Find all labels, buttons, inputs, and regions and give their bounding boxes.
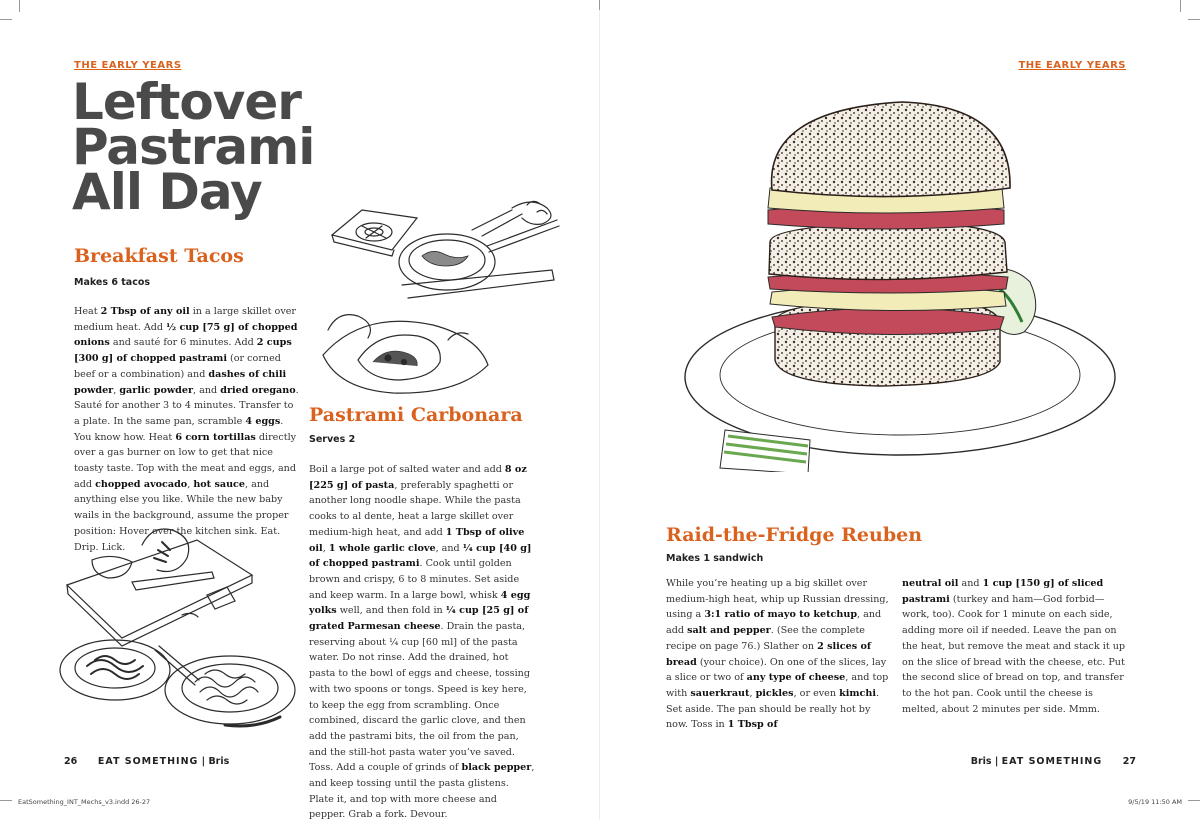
crop-mark xyxy=(1188,800,1200,801)
crop-mark xyxy=(1180,0,1181,12)
ingredient-highlight: 2 Tbsp of any oil xyxy=(100,306,190,317)
breakfast-tacos-yield: Makes 6 tacos xyxy=(74,277,151,288)
ingredient-highlight: sauerkraut xyxy=(690,687,750,699)
ingredient-highlight: ¼ cup [40 g] of chopped pastrami xyxy=(309,542,532,570)
ingredient-highlight: pickles xyxy=(755,687,794,699)
reuben-body-col1: While you’re heating up a big skillet over medium-high heat, whip up Russian dressing, using a 3:1 ratio of mayo to ketchup, and add salt and pepper. (See the complete recipe on page 76.) Slather on 2 slices of bread (your choice). On one of the slices, lay a slice or two of any type of cheese, and top with sauerkraut, pickles, or even kimchi. Set aside. The pan should be really hot by now. Toss in 1 Tbsp of xyxy=(666,578,889,731)
ingredient-highlight: dashes of chili powder xyxy=(74,368,287,396)
page-folio-right xyxy=(971,756,1136,767)
ingredient-highlight: hot sauce xyxy=(193,478,245,490)
ingredient-highlight: 2 cups [300 g] of chopped pastrami xyxy=(74,337,292,365)
ingredient-highlight: garlic powder xyxy=(119,384,194,396)
ingredient-highlight: 8 oz [225 g] of pasta xyxy=(309,464,527,491)
chapter-name: Bris xyxy=(970,756,992,767)
crop-mark xyxy=(599,0,600,10)
ingredient-highlight: dried oregano xyxy=(220,384,296,396)
right-page xyxy=(600,0,1200,820)
reuben-yield: Makes 1 sandwich xyxy=(666,553,764,564)
pasta-bowls-illustration xyxy=(55,630,305,730)
title-line: Pastrami xyxy=(72,118,315,176)
ingredient-highlight: any type of cheese xyxy=(746,672,846,684)
ingredient-highlight: kimchi xyxy=(839,687,876,699)
reuben-title: Raid-the-Fridge Reuben xyxy=(666,524,923,546)
book-title: EAT SOMETHING xyxy=(97,756,199,767)
pastrami-carbonara-title: Pastrami Carbonara xyxy=(309,404,523,426)
ingredient-highlight: 1 cup [150 g] of sliced pastrami xyxy=(902,578,1104,605)
print-slug: EatSomething_INT_Mechs_v3.indd 26-27 xyxy=(18,798,151,806)
folio-separator: | xyxy=(994,756,999,767)
tortilla-taco-illustration xyxy=(318,300,498,400)
pastrami-carbonara-yield: Serves 2 xyxy=(309,434,356,445)
folio-separator: | xyxy=(201,756,206,767)
print-timestamp: 9/5/19 11:50 AM xyxy=(1128,798,1182,806)
ingredient-highlight: 3:1 ratio of mayo to ketchup xyxy=(704,609,858,621)
ingredient-highlight: black pepper xyxy=(461,762,532,774)
crop-mark xyxy=(0,800,12,801)
ingredient-highlight: salt and pepper xyxy=(687,625,771,637)
ingredient-highlight: ¼ cup [25 g] of grated Parmesan cheese xyxy=(309,605,529,633)
page-number: 26 xyxy=(64,756,78,767)
left-page xyxy=(0,0,600,820)
chapter-name: Bris xyxy=(208,756,230,767)
ingredient-highlight: 4 eggs xyxy=(245,415,281,427)
page-number: 27 xyxy=(1122,756,1136,767)
pastrami-carbonara-body: Boil a large pot of salted water and add 8 oz [225 g] of pasta, preferably spaghetti or another long noodle shape. While the pasta cooks to al dente, heat a large skillet over medium-high heat, and add 1 Tbsp of olive oil, 1 whole garlic clove, and ¼ cup [40 g] of chopped pastrami. Cook until golden brown and crispy, 6 to 8 minutes. Set aside and keep warm. In a large bowl, whisk 4 egg yolks well, and then fold in ¼ cup [25 g] of grated Parmesan cheese. Drain the pasta, reserving about ¼ cup [60 ml] of the pasta water. Do not rinse. Add the drained, hot pasta to the bowl of eggs and cheese, tossing with two spoons or tongs. Speed is key here, to keep the egg from scrambling. Once combined, discard the garlic clove, and then add the pastrami bits, the oil from the pan, and the still-hot pasta water you’ve saved. Toss. Add a couple of grinds of black pepper, and keep tossing until the pasta glistens. Plate it, and top with more cheese and pepper. Grab a fork. Devour. xyxy=(309,464,535,821)
running-head: THE EARLY YEARS xyxy=(74,60,182,71)
ingredient-highlight: 4 egg yolks xyxy=(309,589,531,617)
page-folio-left xyxy=(64,756,229,767)
ingredient-highlight: 2 slices of bread xyxy=(666,640,871,668)
ingredient-highlight: 6 corn tortillas xyxy=(175,431,256,443)
title-line: Leftover xyxy=(72,73,301,131)
ingredient-highlight: 1 Tbsp of olive oil xyxy=(309,526,525,554)
ingredient-highlight: chopped avocado xyxy=(95,478,188,490)
book-title: EAT SOMETHING xyxy=(1001,756,1103,767)
ingredient-highlight: 1 whole garlic clove xyxy=(328,542,436,554)
breakfast-tacos-title: Breakfast Tacos xyxy=(74,245,244,267)
crop-mark xyxy=(1188,19,1200,20)
running-head: THE EARLY YEARS xyxy=(1018,60,1126,71)
reuben-body-col2: neutral oil and 1 cup [150 g] of sliced pastrami (turkey and ham—God forbid—work, too). Cook for 1 minute on each side, adding more oil if needed. Leave the pan on the heat, but remove the meat and stack it up on the slice of bread with the cheese, etc. Put the second slice of bread on top, and transfer to the hot pan. Cook until the cheese is melted, about 2 minutes per side. Mmm. xyxy=(902,578,1126,715)
crop-mark xyxy=(0,19,12,20)
breakfast-tacos-body: Heat 2 Tbsp of any oil in a large skillet over medium heat. Add ½ cup [75 g] of chopped onions and sauté for 6 minutes. Add 2 cups [300 g] of chopped pastrami (or corned beef or a combination) and dashes of chili powder, garlic powder, and dried oregano. Sauté for another 3 to 4 minutes. Transfer to a plate. In the same pan, scramble 4 eggs. You know how. Heat 6 corn tortillas directly over a gas burner on low to get that nice toasty taste. Top with the meat and eggs, and add chopped avocado, hot sauce, and anything else you like. While the new baby wails in the background, assume the proper position: Hover over the kitchen sink. Eat. Drip. Lick. xyxy=(74,306,299,553)
ingredient-highlight: 1 Tbsp of xyxy=(727,719,778,731)
crop-mark xyxy=(19,0,20,12)
title-line: All Day xyxy=(72,163,262,221)
ingredient-highlight: neutral oil xyxy=(902,578,959,589)
reuben-sandwich-illustration xyxy=(680,92,1150,472)
ingredient-highlight: ½ cup [75 g] of chopped onions xyxy=(74,321,298,349)
